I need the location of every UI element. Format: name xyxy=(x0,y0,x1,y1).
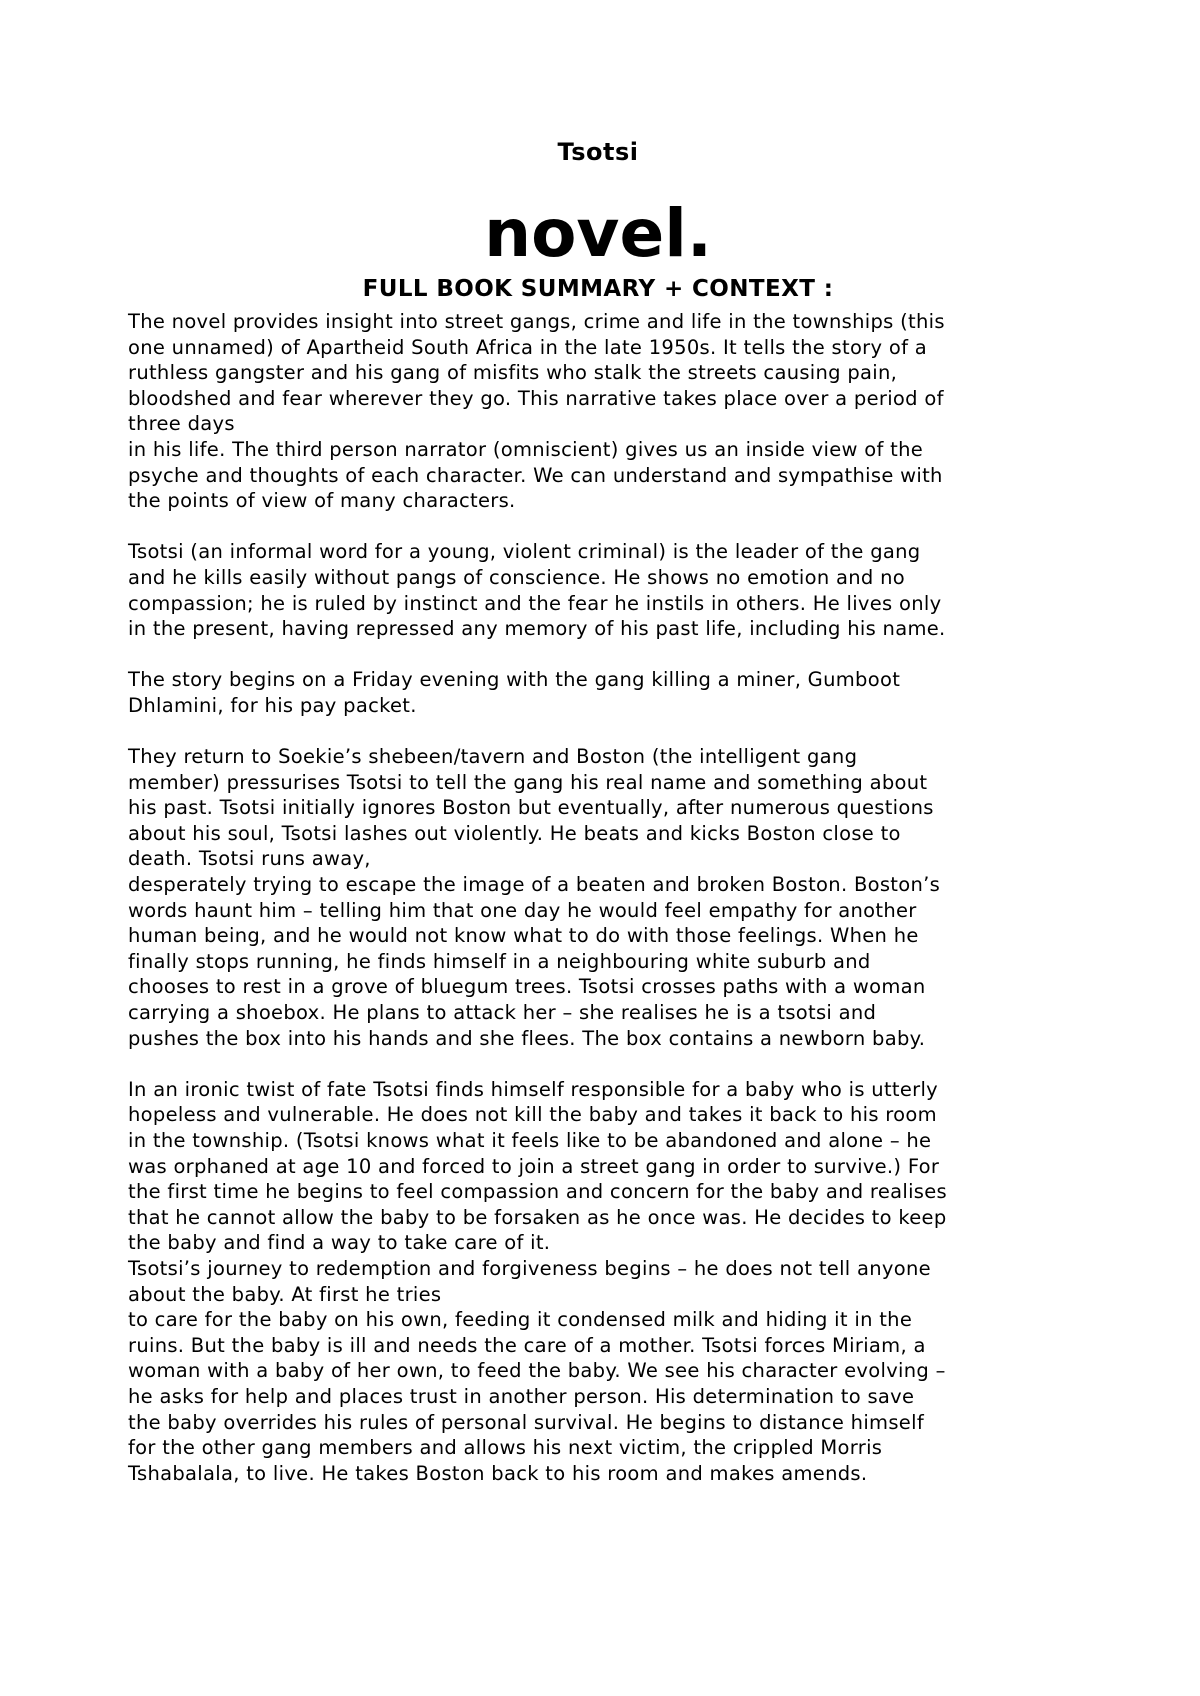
main-heading: novel. xyxy=(484,195,712,272)
document-title: Tsotsi xyxy=(557,138,639,166)
paragraph: In an ironic twist of fate Tsotsi finds himself responsible for a baby who is utterly hopeless and vulnerable. He does not kill the baby and takes it back to his room in the township. (Tsotsi knows what it feels like to be abandoned and alone – he was orphaned at age 10 and forced to join a street gang in order to survive.) For the first time he begins to feel compassion and concern for the baby and realises that he cannot allow the baby to be forsaken as he once was. He decides to keep the baby and find a way to take care of it. Tsotsi’s journey to redemption and forgiveness begins – he does not tell anyone about the baby. At first he tries to care for the baby on his own, feeding it condensed milk and hiding it in the ruins. But the baby is ill and needs the care of a mother. Tsotsi forces Miriam, a woman with a baby of her own, to feed the baby. We see his character evolving – he asks for help and places trust in another person. His determination to save the baby overrides his rules of personal survival. He begins to distance himself for the other gang members and allows his next victim, the crippled Morris Tshabalala, to live. He takes Boston back to his room and makes amends. xyxy=(128,1077,948,1485)
paragraph: The story begins on a Friday evening with the gang killing a miner, Gumboot Dhlamini, for his pay packet. xyxy=(128,668,901,717)
paragraph: Tsotsi (an informal word for a young, violent criminal) is the leader of the gang and he kills easily without pangs of conscience. He shows no emotion and no compassion; he is ruled by instinct and the fear he instils in others. He lives only in the present, having repressed any memory of his past life, including his name. xyxy=(128,540,946,641)
document-page xyxy=(128,0,1068,1486)
paragraph: They return to Soekie’s shebeen/tavern and Boston (the intelligent gang member) pressurises Tsotsi to tell the gang his real name and something about his past. Tsotsi initially ignores Boston but eventually, after numerous questions about his soul, Tsotsi lashes out violently. He beats and kicks Boston close to death. Tsotsi runs away, desperately trying to escape the image of a beaten and broken Boston. Boston’s words haunt him – telling him that one day he would feel empathy for another human being, and he would not know what to do with those feelings. When he finally stops running, he finds himself in a neighbouring white suburb and chooses to rest in a grove of bluegum trees. Tsotsi crosses paths with a woman carrying a shoebox. He plans to attack her – she realises he is a tsotsi and pushes the box into his hands and she flees. The box contains a newborn baby. xyxy=(128,745,941,1050)
document-body xyxy=(128,309,1068,1486)
paragraph: The novel provides insight into street gangs, crime and life in the townships (this one unnamed) of Apartheid South Africa in the late 1950s. It tells the story of a ruthless gangster and his gang of misfits who stalk the streets causing pain, bloodshed and fear wherever they go. This narrative takes place over a period of three days in his life. The third person narrator (omniscient) gives us an inside view of the psyche and thoughts of each character. We can understand and sympathise with the points of view of many characters. xyxy=(128,310,945,513)
section-heading: FULL BOOK SUMMARY + CONTEXT : xyxy=(362,276,834,302)
